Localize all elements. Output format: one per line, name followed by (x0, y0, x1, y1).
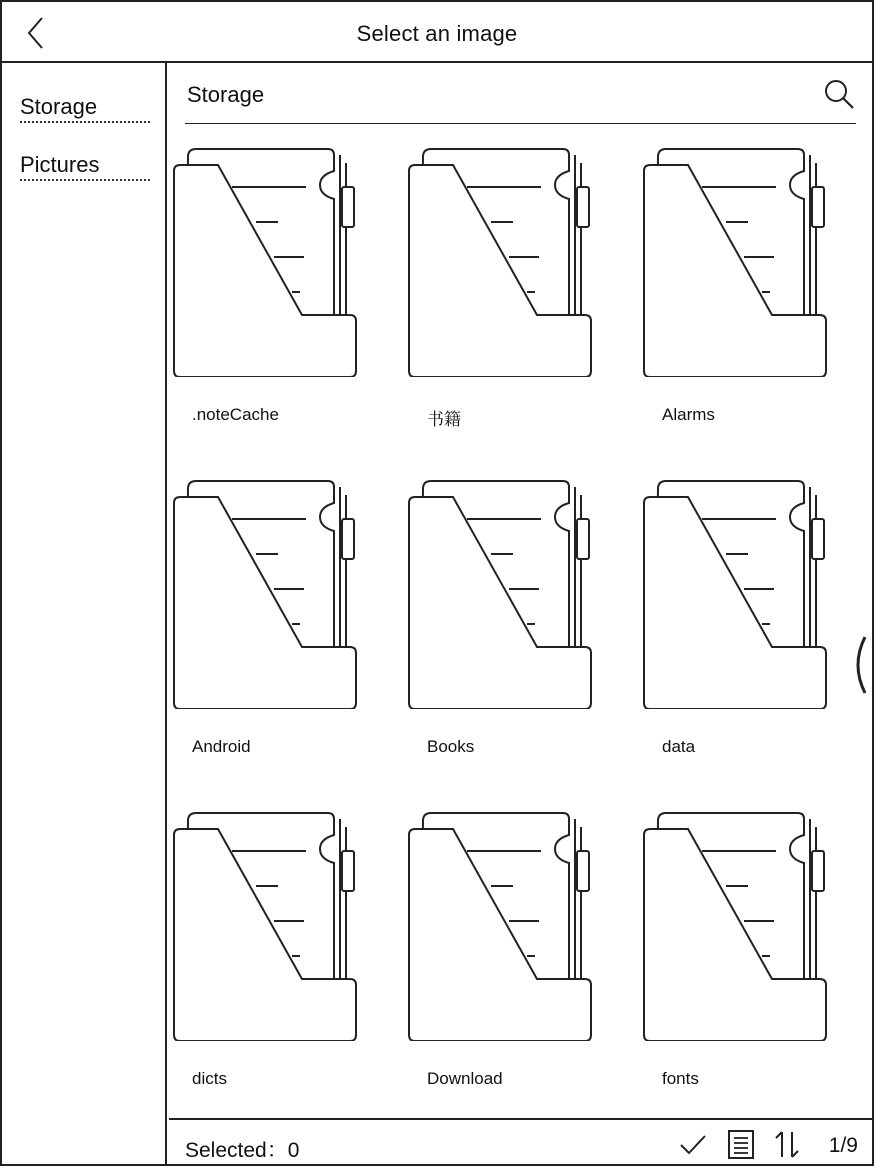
breadcrumb: Storage (187, 82, 265, 107)
folder-name: 书籍 (427, 410, 461, 429)
list-view-icon (725, 1128, 757, 1160)
top-bar (2, 2, 872, 63)
main-panel (169, 63, 872, 1118)
sidebar-item-label: Pictures (20, 152, 100, 177)
folder-tile[interactable] (639, 137, 839, 427)
page-title: Select an image (356, 21, 518, 46)
sort-button[interactable] (771, 1128, 803, 1160)
folder-tile[interactable] (639, 469, 839, 759)
sidebar-item-label: Storage (20, 94, 98, 119)
sidebar-item-storage[interactable] (20, 77, 150, 123)
folder-name: dicts (192, 1069, 227, 1088)
folder-tile[interactable] (404, 801, 604, 1091)
scroll-handle-icon[interactable] (849, 635, 869, 695)
folder-tile[interactable] (169, 137, 369, 427)
page-indicator: 1/9 (828, 1134, 858, 1157)
folder-tile[interactable] (404, 137, 604, 427)
folder-name: data (662, 737, 696, 756)
folder-name: Alarms (662, 405, 715, 424)
folder-icon (642, 145, 828, 377)
checkmark-icon (677, 1128, 709, 1160)
bottom-bar (169, 1118, 872, 1166)
sidebar (2, 63, 167, 1166)
folder-icon (407, 477, 593, 709)
folder-icon (407, 145, 593, 377)
confirm-button[interactable] (677, 1128, 709, 1160)
folder-name: Android (192, 737, 251, 756)
folder-name: fonts (662, 1069, 699, 1088)
sidebar-item-pictures[interactable] (20, 135, 150, 181)
folder-grid (169, 63, 872, 1118)
folder-icon (172, 145, 358, 377)
folder-tile[interactable] (404, 469, 604, 759)
folder-icon (642, 809, 828, 1041)
folder-icon (642, 477, 828, 709)
folder-name: .noteCache (192, 405, 279, 424)
folder-tile[interactable] (169, 801, 369, 1091)
folder-tile[interactable] (639, 801, 839, 1091)
sort-icon (771, 1128, 803, 1160)
selection-count: Selected：0 (185, 1139, 300, 1162)
folder-icon (407, 809, 593, 1041)
view-mode-button[interactable] (725, 1128, 757, 1160)
folder-icon (172, 809, 358, 1041)
folder-name: Books (427, 737, 475, 756)
folder-tile[interactable] (169, 469, 369, 759)
folder-name: Download (427, 1069, 503, 1088)
folder-icon (172, 477, 358, 709)
